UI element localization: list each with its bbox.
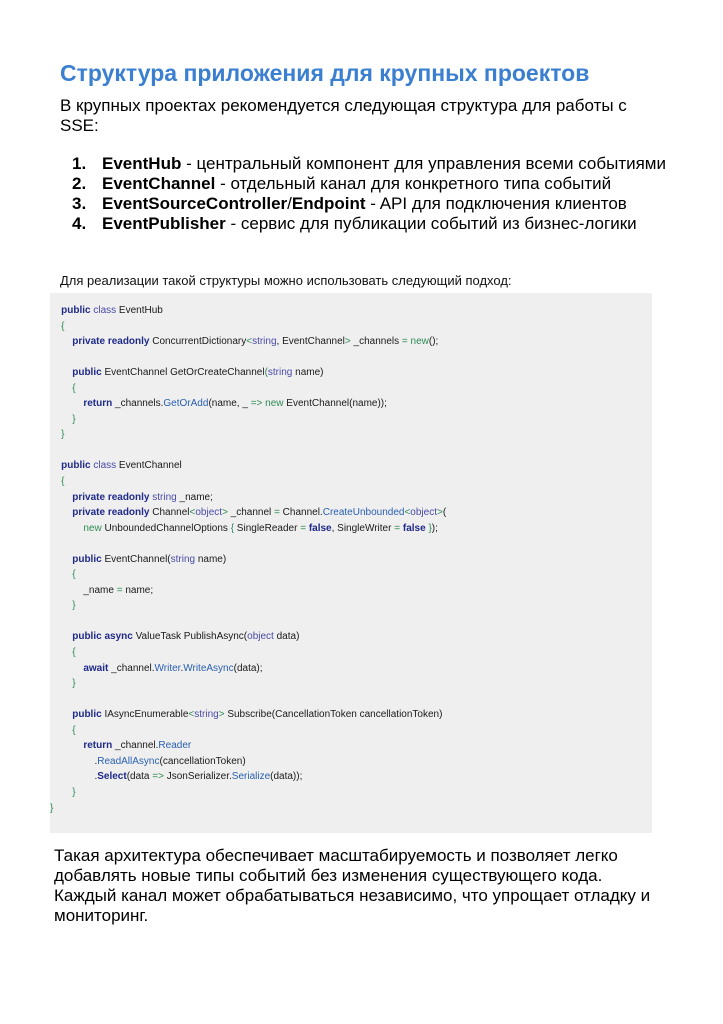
code-line: } xyxy=(72,786,76,798)
code-line: public IAsyncEnumerable<string> Subscribe(CancellationToken cancellationToken) xyxy=(72,709,443,721)
list-description: - отдельный канал для конкретного типа событий xyxy=(215,174,612,193)
list-item xyxy=(72,154,672,174)
code-line: { xyxy=(61,476,65,488)
list-number: 4. xyxy=(72,214,87,233)
code-line: } xyxy=(72,413,76,425)
code-line: { xyxy=(72,724,76,736)
code-line: } xyxy=(72,600,76,612)
list-term: EventHub xyxy=(102,154,182,173)
list-term: EventSourceController xyxy=(102,194,288,213)
list-number: 1. xyxy=(72,154,87,173)
code-line: .ReadAllAsync(cancellationToken) xyxy=(50,755,246,767)
code-line xyxy=(50,443,652,459)
code-line: public class EventChannel xyxy=(61,460,182,472)
list-number: 3. xyxy=(72,194,87,213)
code-line xyxy=(50,536,652,552)
intro-paragraph: В крупных проектах рекомендуется следующая структура для работы с SSE: xyxy=(60,96,627,135)
code-line xyxy=(50,350,652,366)
code-line: return _channels.GetOrAdd(name, _ => new EventChannel(name)); xyxy=(83,398,387,410)
code-line: return _channel.Reader xyxy=(83,740,192,752)
page-title: Структура приложения для крупных проектов xyxy=(60,60,590,86)
code-line: public class EventHub xyxy=(61,305,163,316)
code-line: private readonly Channel<object> _channel = Channel.CreateUnbounded<object>( xyxy=(72,507,447,519)
code-lead-text: Для реализации такой структуры можно использовать следующий подход: xyxy=(60,273,512,288)
list-item xyxy=(72,194,672,214)
code-line: new UnboundedChannelOptions { SingleReader = false, SingleWriter = false }); xyxy=(83,522,438,534)
code-line: { xyxy=(72,569,76,581)
list-term: EventChannel xyxy=(102,174,216,193)
list-term: EventPublisher xyxy=(102,214,226,233)
code-line: public EventChannel GetOrCreateChannel(string name) xyxy=(72,367,324,379)
code-line: public async ValueTask PublishAsync(object data) xyxy=(72,631,300,643)
code-line: public EventChannel(string name) xyxy=(72,553,227,565)
code-line: private readonly ConcurrentDictionary<string, EventChannel> _channels = new(); xyxy=(72,336,439,348)
structure-list xyxy=(72,154,672,234)
code-line: .Select(data => JsonSerializer.Serialize(data)); xyxy=(50,771,303,783)
code-line: { xyxy=(61,320,65,332)
conclusion-paragraph: Такая архитектура обеспечивает масштабируемость и позволяет легко добавлять новые типы событий без изменения существующего кода. Каждый канал может обрабатываться независимо, что упрощает отладку и мониторинг. xyxy=(54,846,651,925)
list-item xyxy=(72,174,672,194)
code-line: private readonly string _name; xyxy=(72,491,213,503)
list-term-secondary: Endpoint xyxy=(291,194,366,213)
list-item xyxy=(72,214,672,234)
list-description: - сервис для публикации событий из бизнес-логики xyxy=(225,214,637,233)
list-description: - API для подключения клиентов xyxy=(365,194,627,213)
code-line: } xyxy=(61,429,65,441)
code-listing xyxy=(50,293,652,816)
code-line: { xyxy=(72,647,76,659)
code-line: { xyxy=(72,382,76,394)
code-line: } xyxy=(72,678,76,690)
code-line xyxy=(50,614,652,630)
code-line: await _channel.Writer.WriteAsync(data); xyxy=(83,662,263,674)
code-line: _name = name; xyxy=(50,584,154,596)
list-number: 2. xyxy=(72,174,87,193)
list-separator: / xyxy=(287,194,292,213)
code-line: } xyxy=(50,802,54,814)
list-description: - центральный компонент для управления всеми событиями xyxy=(181,154,666,173)
code-block xyxy=(50,293,652,833)
code-line xyxy=(50,692,652,708)
